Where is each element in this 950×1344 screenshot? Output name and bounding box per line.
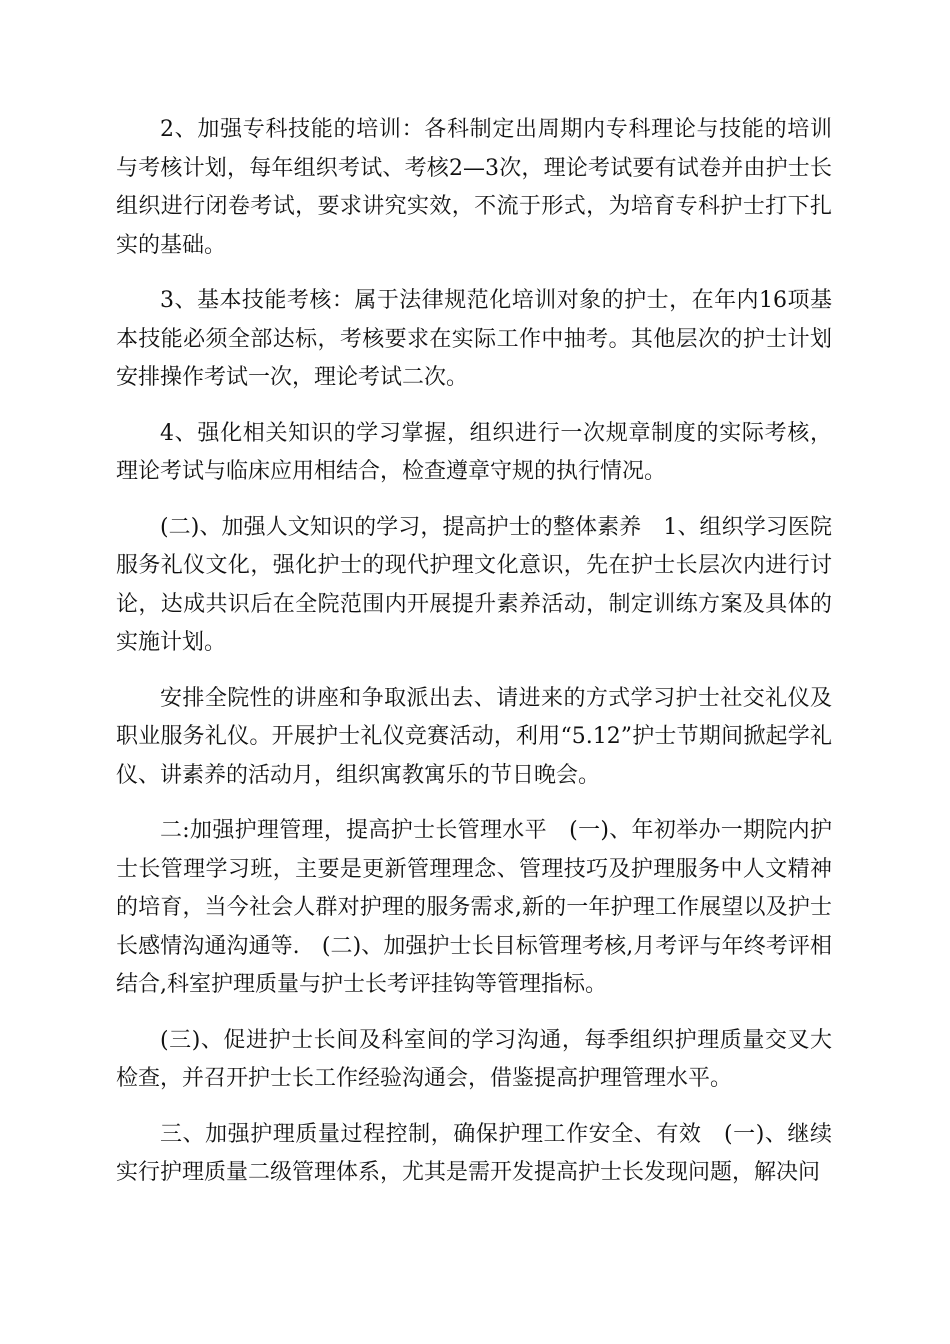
paragraph-4: (二)、加强人文知识的学习，提高护士的整体素养 1、组织学习医院服务礼仪文化，强化护士的现代护理文化意识，先在护士长层次内进行讨论，达成共识后在全院范围内开展提升素养活动，制定训练方案及具体的实施计划。 [116, 514, 832, 655]
paragraph-5: 安排全院性的讲座和争取派出去、请进来的方式学习护士社交礼仪及职业服务礼仪。开展护士礼仪竞赛活动，利用“5.12”护士节期间掀起学礼仪、讲素养的活动月，组织寓教寓乐的节日晚会。 [116, 685, 832, 788]
paragraph-3: 4、强化相关知识的学习掌握，组织进行一次规章制度的实际考核，理论考试与临床应用相结合，检查遵章守规的执行情况。 [116, 420, 832, 484]
paragraph-1: 2、加强专科技能的培训：各科制定出周期内专科理论与技能的培训与考核计划，每年组织考试、考核2—3次，理论考试要有试卷并由护士长组织进行闭卷考试，要求讲究实效，不流于形式，为培育专科护士打下扎实的基础。 [116, 117, 832, 258]
document-body [116, 111, 832, 1210]
paragraph-8: 三、加强护理质量过程控制，确保护理工作安全、有效 (一)、继续实行护理质量二级管理体系，尤其是需开发提高护士长发现问题，解决问 [116, 1121, 832, 1185]
paragraph-6: 二:加强护理管理，提高护士长管理水平 (一)、年初举办一期院内护士长管理学习班，主要是更新管理理念、管理技巧及护理服务中人文精神的培育，当今社会人群对护理的服务需求,新的一年护理工作展望以及护士长感情沟通沟通等. (二)、加强护士长目标管理考核,月考评与年终考评相结合,科室护理质量与护士长考评挂钩等管理指标。 [116, 818, 832, 997]
paragraph-7: (三)、促进护士长间及科室间的学习沟通，每季组织护理质量交叉大检查，并召开护士长工作经验沟通会，借鉴提高护理管理水平。 [116, 1027, 832, 1091]
paragraph-2: 3、基本技能考核：属于法律规范化培训对象的护士，在年内16项基本技能必须全部达标，考核要求在实际工作中抽考。其他层次的护士计划安排操作考试一次，理论考试二次。 [116, 288, 832, 390]
